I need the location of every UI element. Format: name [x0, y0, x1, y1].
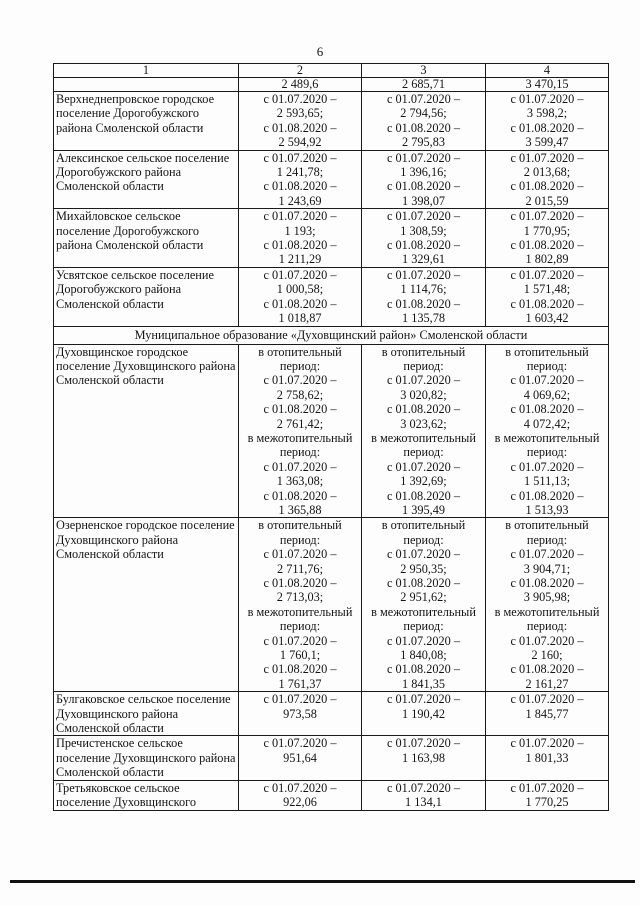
tariff-cell-col4: с 01.07.2020 – 3 598,2; с 01.08.2020 – 3 599,47 [486, 92, 609, 151]
tariff-cell-col4: в отопительный период: с 01.07.2020 – 3 904,71; с 01.08.2020 – 3 905,98; в межотопительный период: с 01.07.2020 – 2 160; с 01.08.2020 – 2 161,27 [486, 518, 609, 692]
section-title: Муниципальное образование «Духовщинский район» Смоленской области [54, 326, 609, 344]
table-cell: 2 685,71 [362, 78, 486, 92]
table-row [54, 92, 609, 151]
table-row [54, 780, 609, 810]
column-number-row [54, 64, 609, 78]
settlement-name-cell: Михайловское сельское поселение Дорогобужского района Смоленской области [54, 209, 239, 268]
tariff-cell-col4: в отопительный период: с 01.07.2020 – 4 069,62; с 01.08.2020 – 4 072,42; в межотопительный период: с 01.07.2020 – 1 511,13; с 01.08.2020 – 1 513,93 [486, 344, 609, 518]
page-number: 6 [316, 44, 324, 59]
tariff-cell-col2: в отопительный период: с 01.07.2020 – 2 758,62; с 01.08.2020 – 2 761,42; в межотопительный период: с 01.07.2020 – 1 363,08; с 01.08.2020 – 1 365,88 [239, 344, 362, 518]
section-row [54, 326, 609, 344]
tariff-cell-col4: с 01.07.2020 – 1 571,48; с 01.08.2020 – 1 603,42 [486, 267, 609, 326]
tariff-cell-col3: с 01.07.2020 – 2 794,56; с 01.08.2020 – 2 795,83 [362, 92, 486, 151]
column-number: 4 [486, 64, 609, 78]
column-number: 3 [362, 64, 486, 78]
tariff-cell-col3: в отопительный период: с 01.07.2020 – 3 020,82; с 01.08.2020 – 3 023,62; в межотопительный период: с 01.07.2020 – 1 392,69; с 01.08.2020 – 1 395,49 [362, 344, 486, 518]
settlement-name-cell: Алексинское сельское поселение Дорогобужского района Смоленской области [54, 150, 239, 209]
table-cell: 3 470,15 [486, 78, 609, 92]
settlement-name-cell: Третьяковское сельское поселение Духовщинского [54, 780, 239, 810]
tariff-cell-col2: с 01.07.2020 – 1 000,58; с 01.08.2020 – 1 018,87 [239, 267, 362, 326]
column-number: 1 [54, 64, 239, 78]
table-row [54, 692, 609, 736]
table-row [54, 736, 609, 780]
tariff-cell-col4: с 01.07.2020 – 1 845,77 [486, 692, 609, 736]
tariff-cell-col2: с 01.07.2020 – 922,06 [239, 780, 362, 810]
table-row [54, 209, 609, 268]
tariff-cell-col4: с 01.07.2020 – 1 770,25 [486, 780, 609, 810]
settlement-name-cell: Духовщинское городское поселение Духовщинского района Смоленской области [54, 344, 239, 518]
tariff-cell-col3: с 01.07.2020 – 1 396,16; с 01.08.2020 – 1 398,07 [362, 150, 486, 209]
tariff-cell-col2: в отопительный период: с 01.07.2020 – 2 711,76; с 01.08.2020 – 2 713,03; в межотопительный период: с 01.07.2020 – 1 760,1; с 01.08.2020 – 1 761,37 [239, 518, 362, 692]
settlement-name-cell: Верхнеднепровское городское поселение Дорогобужского района Смоленской области [54, 92, 239, 151]
settlement-name-cell: Озерненское городское поселение Духовщинского района Смоленской области [54, 518, 239, 692]
table-row [54, 267, 609, 326]
tariff-cell-col2: с 01.07.2020 – 1 193; с 01.08.2020 – 1 211,29 [239, 209, 362, 268]
settlement-name-cell: Пречистенское сельское поселение Духовщинского района Смоленской области [54, 736, 239, 780]
tariff-cell-col3: с 01.07.2020 – 1 163,98 [362, 736, 486, 780]
tariff-cell-col2: с 01.07.2020 – 973,58 [239, 692, 362, 736]
tariff-cell-col4: с 01.07.2020 – 1 801,33 [486, 736, 609, 780]
tariff-cell-col3: с 01.07.2020 – 1 308,59; с 01.08.2020 – 1 329,61 [362, 209, 486, 268]
tariff-cell-col2: с 01.07.2020 – 1 241,78; с 01.08.2020 – 1 243,69 [239, 150, 362, 209]
table-row [54, 518, 609, 692]
table-cell [54, 78, 239, 92]
tariff-cell-col3: с 01.07.2020 – 1 134,1 [362, 780, 486, 810]
settlement-name-cell: Булгаковское сельское поселение Духовщинского района Смоленской области [54, 692, 239, 736]
settlement-name-cell: Усвятское сельское поселение Дорогобужского района Смоленской области [54, 267, 239, 326]
tariff-table [53, 63, 609, 811]
tariff-cell-col4: с 01.07.2020 – 2 013,68; с 01.08.2020 – 2 015,59 [486, 150, 609, 209]
tariff-cell-col2: с 01.07.2020 – 951,64 [239, 736, 362, 780]
tariff-cell-col4: с 01.07.2020 – 1 770,95; с 01.08.2020 – 1 802,89 [486, 209, 609, 268]
tariff-cell-col3: в отопительный период: с 01.07.2020 – 2 950,35; с 01.08.2020 – 2 951,62; в межотопительный период: с 01.07.2020 – 1 840,08; с 01.08.2020 – 1 841,35 [362, 518, 486, 692]
tariff-cell-col2: с 01.07.2020 – 2 593,65; с 01.08.2020 – 2 594,92 [239, 92, 362, 151]
carryover-row [54, 78, 609, 92]
table-cell: 2 489,6 [239, 78, 362, 92]
tariff-cell-col3: с 01.07.2020 – 1 190,42 [362, 692, 486, 736]
table-row [54, 344, 609, 518]
table-row [54, 150, 609, 209]
column-number: 2 [239, 64, 362, 78]
page-bottom-rule [10, 880, 635, 883]
tariff-cell-col3: с 01.07.2020 – 1 114,76; с 01.08.2020 – 1 135,78 [362, 267, 486, 326]
